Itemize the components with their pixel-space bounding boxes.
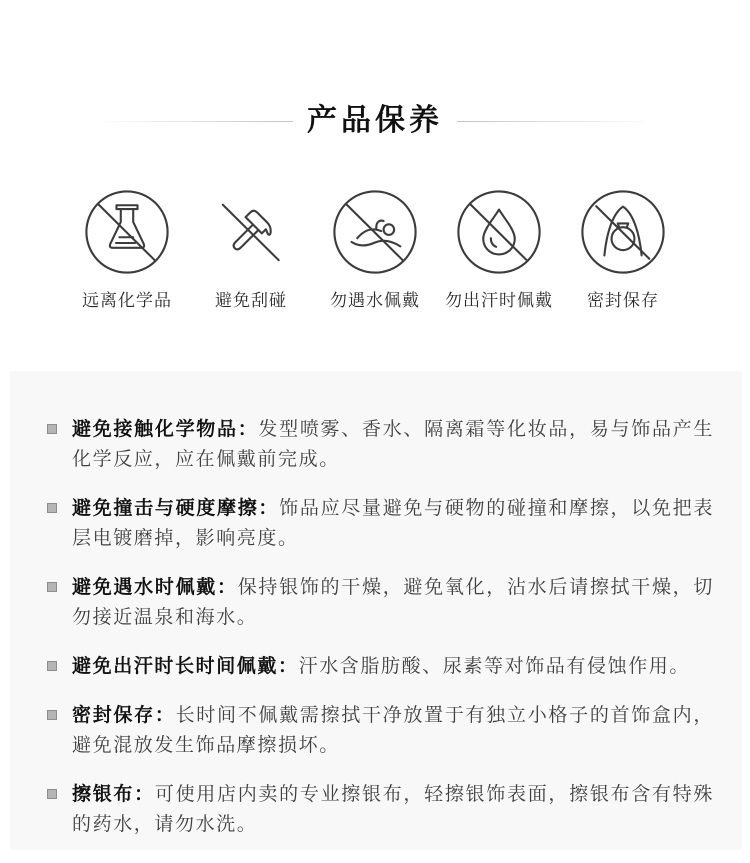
care-item-text	[72, 494, 714, 554]
care-item-sweat	[47, 652, 714, 682]
care-item-text	[72, 573, 714, 633]
care-item-heading: 密封保存：	[72, 705, 176, 726]
bullet-square-icon	[47, 789, 57, 799]
icon-col-no-knock	[189, 189, 313, 311]
icon-label: 勿出汗时佩戴	[445, 291, 553, 310]
care-icons-row	[0, 189, 750, 311]
bullet-square-icon	[47, 582, 57, 592]
care-item-body: 保持银饰的干燥，避免氧化，沾水后请擦拭干燥，切勿接近温泉和海水。	[72, 577, 714, 628]
care-item-silver-cloth	[47, 780, 714, 840]
icon-label: 避免刮碰	[215, 291, 287, 310]
care-item-water	[47, 573, 714, 633]
icon-label: 勿遇水佩戴	[330, 291, 420, 310]
care-item-body: 饰品应尽量避免与硬物的碰撞和摩擦，以免把表层电镀磨掉，影响亮度。	[72, 498, 714, 549]
care-item-heading: 避免出汗时长时间佩戴：	[72, 656, 299, 677]
title-divider-left	[105, 121, 293, 122]
care-item-body: 发型喷雾、香水、隔离霜等化妆品，易与饰品产生化学反应，应在佩戴前完成。	[72, 419, 714, 470]
no-chemicals-icon	[84, 189, 170, 275]
care-item-body: 可使用店内卖的专业擦银布，轻擦银饰表面，擦银布含有特殊的药水，请勿水洗。	[72, 784, 714, 835]
care-item-body: 长时间不佩戴需擦拭干净放置于有独立小格子的首饰盒内，避免混放发生饰品摩擦损坏。	[72, 705, 714, 756]
care-item-impact	[47, 494, 714, 554]
care-item-body: 汗水含脂肪酸、尿素等对饰品有侵蚀作用。	[298, 656, 691, 677]
care-item-text	[72, 415, 714, 475]
bullet-square-icon	[47, 710, 57, 720]
no-swimming-icon	[332, 189, 418, 275]
bullet-square-icon	[47, 503, 57, 513]
page-title: 产品保养	[307, 104, 443, 137]
care-item-heading: 避免撞击与硬度摩擦：	[72, 498, 280, 519]
care-instructions-panel	[10, 371, 742, 850]
sealed-storage-icon	[580, 189, 666, 275]
title-divider-right	[457, 121, 645, 122]
icon-col-sealed-storage	[561, 189, 685, 311]
care-item-heading: 擦银布：	[72, 784, 155, 805]
icon-col-no-swimming	[313, 189, 437, 311]
icon-col-no-chemicals	[65, 189, 189, 311]
no-sweat-icon	[456, 189, 542, 275]
care-item-text	[72, 701, 714, 761]
care-item-text	[72, 780, 714, 840]
care-item-heading: 避免接触化学物品：	[72, 419, 259, 440]
icon-label: 远离化学品	[82, 291, 172, 310]
icon-label: 密封保存	[587, 291, 659, 310]
care-item-heading: 避免遇水时佩戴：	[72, 577, 238, 598]
bullet-square-icon	[47, 424, 57, 434]
care-item-storage	[47, 701, 714, 761]
bullet-square-icon	[47, 661, 57, 671]
no-knock-icon	[208, 189, 294, 275]
care-item-chemicals	[47, 415, 714, 475]
care-item-text	[72, 652, 714, 682]
section-title-row	[0, 0, 750, 139]
icon-col-no-sweat	[437, 189, 561, 311]
